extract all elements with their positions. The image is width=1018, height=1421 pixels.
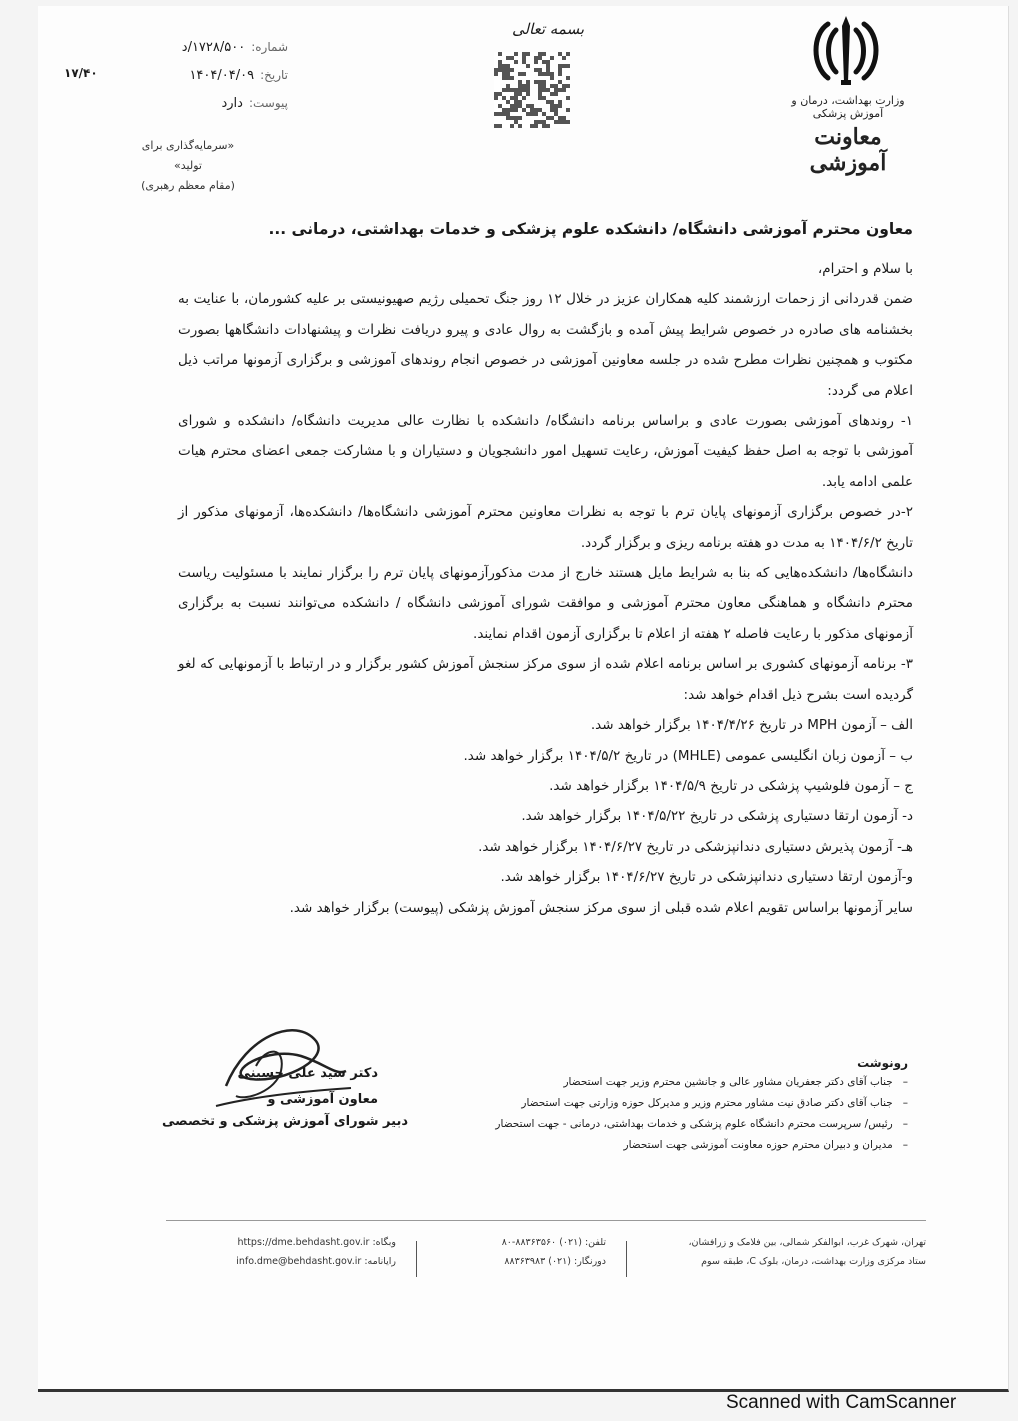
iran-emblem-icon	[806, 12, 886, 88]
footer-divider	[626, 1241, 627, 1277]
signatory-name: دکتر سید علی حسینی	[237, 1066, 378, 1081]
footer-phone: تلفن: (۰۲۱) ۸۸۳۶۳۵۶۰-۸۰ دورنگار: (۰۲۱) ۸۸۳۶۳۹۸۳	[501, 1237, 606, 1267]
addressee: معاون محترم آموزشی دانشگاه/ دانشکده علوم پزشکی و خدمات بهداشتی، درمانی ...	[268, 220, 913, 238]
receipt-number: ۱۷/۴۰	[64, 66, 98, 80]
letter-footer	[166, 1220, 926, 1281]
cc-list	[378, 1056, 908, 1160]
letter-attachment: پیوست:دارد	[221, 96, 288, 111]
exam-a: الف – آزمون MPH در تاریخ ۱۴۰۴/۴/۲۶ برگزار خواهد شد.	[590, 717, 913, 734]
ministry-block	[778, 94, 918, 176]
cc-item: – مدیران و دبیران محترم حوزه معاونت آموزشی جهت استحضار	[378, 1139, 908, 1160]
website-link: https://dme.behdasht.gov.ir	[237, 1237, 370, 1248]
qr-code-icon	[494, 52, 570, 128]
item-2-note: دانشگاه‌ها/ دانشکده‌هایی که بنا به شرایط مایل هستند خارج از مدت مذکورآزمونهای پایان ترم را برگزار نمایند با مسئولیت ریاست محترم دانشگاه و هماهنگی معاون محترم آموزشی و موافقت شورای آموزشی دانشگاه / دانشکده می‌توانند نسبت به برگزاری آزمونهای مذکور با رعایت فاصله ۲ هفته از اعلام تا برگزاری آزمون اقدام نمایند.	[178, 565, 913, 642]
letter-number: شماره:۱۷۲۸/۵۰۰/د	[181, 40, 288, 55]
letter-body	[178, 254, 913, 923]
signatory-position: دبیر شورای آموزش پزشکی و تخصصی	[161, 1114, 408, 1129]
item-2: ۲-در خصوص برگزاری آزمونهای پایان ترم با توجه به نظرات معاونین محترم آموزشی دانشگاه‌ها/ دانشکده‌ها، آزمونهای مذکور از تاریخ ۱۴۰۴/۶/۲ به مدت دو هفته برنامه ریزی و برگزار گردد.	[178, 504, 913, 551]
cc-item: – جناب آقای دکتر جعفریان مشاور عالی و جانشین محترم وزیر جهت استحضار	[378, 1076, 908, 1097]
letter-date-value: ۱۴۰۴/۰۴/۰۹	[189, 68, 255, 83]
exam-d: د- آزمون ارتقا دستیاری پزشکی در تاریخ ۱۴۰۴/۵/۲۲ برگزار خواهد شد.	[521, 808, 913, 825]
intro-paragraph: ضمن قدردانی از زحمات ارزشمند کلیه همکاران عزیز در خلال ۱۲ روز جنگ تحمیلی رژیم صهیونیستی بر علیه کشورمان، با عنایت به بخشنامه های صادره در خصوص شرایط پیش آمده و بازگشت به روال عادی و پیرو دریافت نظرات و پیشنهادات دانشگاهها بصورت مکتوب و همچنین نظرات مطرح شده در جلسه معاونین آموزشی در خصوص انجام روندهای آموزشی و برگزاری آزمونها مراتب ذیل اعلام می گردد:	[178, 291, 913, 399]
cc-item: – جناب آقای دکتر صادق نیت مشاور محترم وزیر و مدیرکل حوزه وزارتی جهت استحضار	[378, 1097, 908, 1118]
letter-number-value: ۱۷۲۸/۵۰۰/د	[181, 40, 246, 55]
letter-date: تاریخ:۱۴۰۴/۰۴/۰۹	[189, 68, 288, 83]
footer-web: وبگاه: https://dme.behdasht.gov.ir رایانامه: info.dme@behdasht.gov.ir	[236, 1237, 396, 1267]
letter-page	[38, 6, 1009, 1392]
scanner-watermark: Scanned with CamScanner	[726, 1392, 957, 1413]
greeting: با سلام و احترام،	[817, 261, 913, 277]
exam-c: ج – آزمون فلوشیپ پزشکی در تاریخ ۱۴۰۴/۵/۹ برگزار خواهد شد.	[549, 777, 913, 794]
exam-f: و-آزمون ارتقا دستیاری دندانپزشکی در تاریخ ۱۴۰۴/۶/۲۷ برگزار خواهد شد.	[500, 869, 913, 886]
cc-item: – رئیس/ سرپرست محترم دانشگاه علوم پزشکی و خدمات بهداشتی، درمانی - جهت استحضار	[378, 1118, 908, 1139]
exam-b: ب – آزمون زبان انگلیسی عمومی (MHLE) در تاریخ ۱۴۰۴/۵/۲ برگزار خواهد شد.	[463, 747, 913, 764]
letter-attachment-value: دارد	[221, 96, 243, 111]
cc-title: رونوشت	[857, 1056, 908, 1070]
closing-paragraph: سایر آزمونها براساس تقویم اعلام شده قبلی از سوی مرکز سنجش آموزش پزشکی (پیوست) برگزار خواهد شد.	[289, 899, 913, 916]
exam-e: هـ- آزمون پذیرش دستیاری دندانپزشکی در تاریخ ۱۴۰۴/۶/۲۷ برگزار خواهد شد.	[478, 838, 913, 855]
basmala: بسمه تعالی	[511, 20, 585, 38]
footer-divider	[416, 1241, 417, 1277]
deputy-name: معاونت آموزشی	[809, 124, 887, 176]
fax-number: (۰۲۱) ۸۸۳۶۳۹۸۳	[504, 1256, 571, 1267]
phone-number: (۰۲۱) ۸۸۳۶۳۵۶۰-۸۰	[501, 1237, 582, 1248]
slogan: «سرمایه‌گذاری برای تولید» (مقام معظم رهبری)	[141, 139, 235, 192]
footer-address: تهران، شهرک غرب، ابوالفکر شمالی، بین فلامک و زرافشان، ستاد مرکزی وزارت بهداشت، درمان، بلوک C، طبقه سوم	[688, 1237, 926, 1267]
item-3: ۳- برنامه آزمونهای کشوری بر اساس برنامه اعلام شده از سوی مرکز سنجش آموزش کشور برگزار و در ارتباط با آزمونهایی که لغو گردیده است بشرح ذیل اقدام خواهد شد:	[178, 656, 913, 703]
item-1: ۱- روندهای آموزشی بصورت عادی و براساس برنامه دانشگاه/ دانشکده با نظارت عالی مدیریت دانشگاه/ دانشکده و شورای آموزشی با توجه به اصل حفظ کیفیت آموزش، رعایت تسهیل امور دانشجویان و دستیاران و با مشارکت جمعی اعضای محترم هیات علمی ادامه یابد.	[178, 413, 913, 490]
email-address: info.dme@behdasht.gov.ir	[236, 1256, 362, 1267]
ministry-name: وزارت بهداشت، درمان و آموزش پزشکی	[791, 94, 905, 120]
signatory-title: معاون آموزشی و	[267, 1092, 378, 1107]
